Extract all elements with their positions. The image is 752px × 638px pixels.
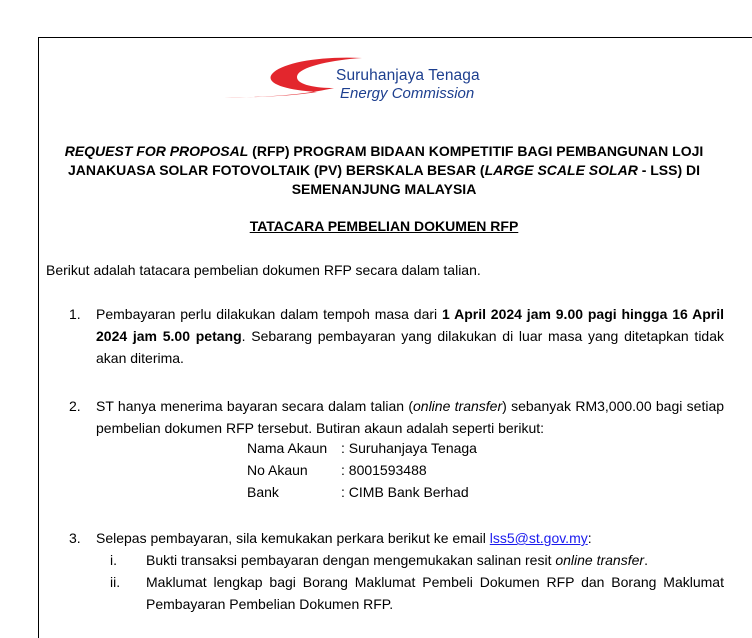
account-number-row: No Akaun : 8001593488 [247, 462, 427, 478]
account-bank-row: Bank : CIMB Bank Berhad [247, 484, 469, 500]
document-title: REQUEST FOR PROPOSAL (RFP) PROGRAM BIDAAN KOMPETITIF BAGI PEMBANGUNAN LOJI JANAKUASA SOLAR FOTOVOLTAIK (PV) BERSKALA BESAR (LARGE SCALE SOLAR - LSS) DI SEMENANJUNG MALAYSIA [64, 143, 704, 197]
account-name-row: Nama Akaun : Suruhanjaya Tenaga [247, 440, 477, 456]
email-link[interactable]: lss5@st.gov.my [489, 530, 588, 546]
intro-paragraph: Berikut adalah tatacara pembelian dokumen RFP secara dalam talian. [46, 262, 481, 278]
section-heading: TATACARA PEMBELIAN DOKUMEN RFP [249, 218, 519, 234]
logo-sub-text: Energy Commission [340, 85, 475, 102]
logo-name-text: Suruhanjaya Tenaga [336, 67, 480, 84]
